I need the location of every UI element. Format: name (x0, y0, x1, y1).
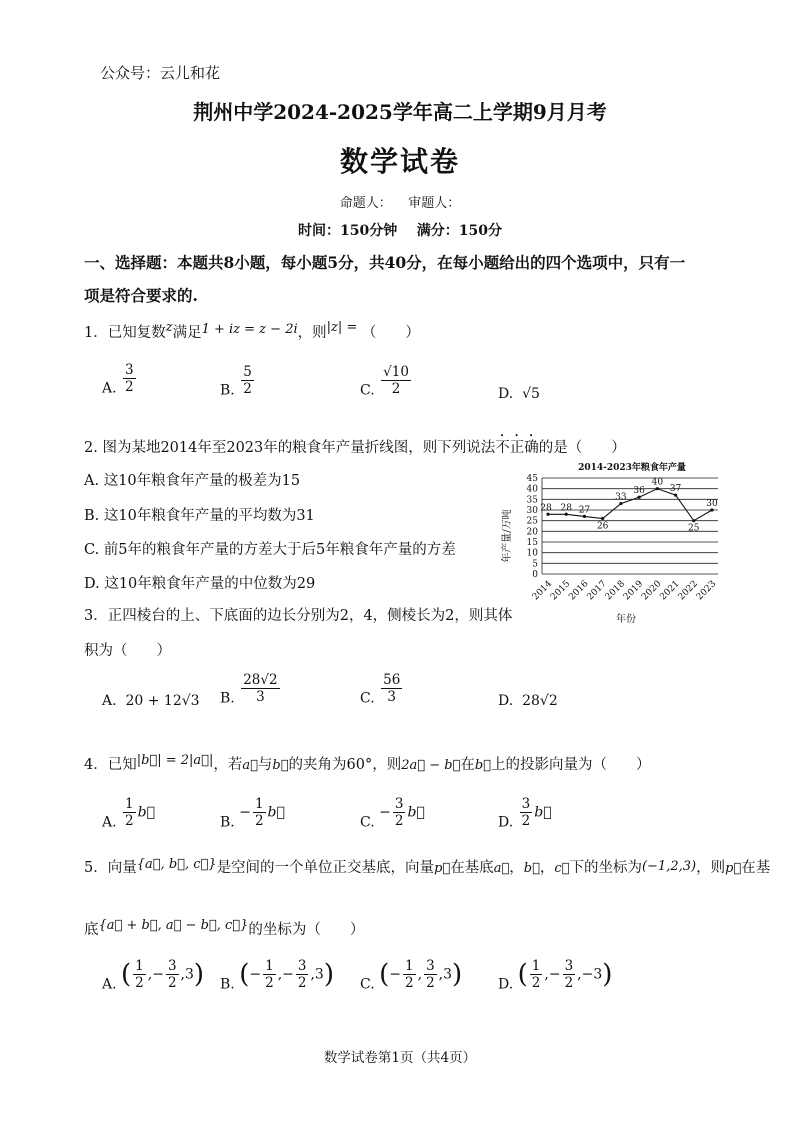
question-1-option-c[interactable]: C. $\frac{√10}{2}$ (360, 364, 409, 399)
chart-data-label: 40 (651, 477, 664, 488)
question-3-line2: 积为（ ） (84, 643, 171, 659)
chart-point (692, 519, 695, 522)
question-5-option-b[interactable]: B. (− $\frac{1}{2}$ ,− $\frac{3}{2}$ ,3) (220, 958, 334, 993)
question-4-option-a[interactable]: A. $\frac{1}{2}$ b⃗ (102, 796, 155, 831)
chart-x-tick-label: 2019 (621, 579, 646, 603)
chart-data-label: 30 (706, 499, 718, 509)
question-5-option-d[interactable]: D. ( $\frac{1}{2}$ ,− $\frac{3}{2}$ ,−3) (498, 958, 613, 993)
chart-data-label: 28 (560, 503, 572, 514)
exam-title: 荆州中学2024-2025学年高二上学期9月月考 (193, 100, 607, 124)
chart-data-label: 27 (578, 505, 591, 516)
chart-x-tick-label: 2014 (530, 579, 555, 603)
question-4-option-b[interactable]: B. − $\frac{1}{2}$ b⃗ (220, 796, 285, 831)
question-1-option-b[interactable]: B. $\frac{5}{2}$ (220, 364, 252, 399)
chart-x-tick-label: 2023 (694, 579, 719, 603)
chart-point (601, 517, 604, 520)
chart-y-tick-label: 0 (532, 570, 538, 580)
question-1-option-d[interactable]: D. √5 (498, 386, 540, 402)
chart-y-tick-label: 25 (526, 516, 538, 527)
question-3-option-d[interactable]: D. 28√2 (498, 693, 558, 709)
chart-data-label: 26 (596, 521, 609, 532)
chart-y-tick-label: 30 (526, 506, 538, 516)
question-4-option-c[interactable]: C. − $\frac{3}{2}$ b⃗ (360, 796, 425, 831)
chart-series-line (548, 489, 712, 521)
chart-data-label: 37 (669, 484, 682, 495)
exam-subtitle: 数学试卷 (339, 145, 460, 178)
question-5-option-c[interactable]: C. (− $\frac{1}{2}$ , $\frac{3}{2}$ ,3) (360, 958, 463, 993)
question-5-option-a[interactable]: A. ( $\frac{1}{2}$ ,− $\frac{3}{2}$ ,3) (102, 958, 205, 993)
question-2-option-d[interactable]: D. 这10年粮食年产量的中位数为29 (84, 576, 316, 592)
chart-title: 2014-2023年粮食年产量 (578, 463, 686, 473)
question-1-stem: 1．已知复数$^z$满足1 + iz = z − 2i，则|z| = （ ） (84, 320, 420, 341)
question-2-option-a[interactable]: A. 这10年粮食年产量的极差为15 (84, 473, 301, 489)
grain-yield-line-chart (496, 456, 726, 626)
section-heading-line1: 一、选择题：本题共8小题，每小题5分，共40分，在每小题给出的四个选项中，只有一 (84, 253, 686, 272)
question-3-option-c[interactable]: C. $\frac{56}{3}$ (360, 672, 401, 707)
question-4-stem: 4．已知|b⃗| = 2|a⃗|，若a⃗与b⃗的夹角为60°，则2a⃗ − b⃗在b⃗上的投影向量为（ ） (84, 753, 651, 773)
authors-line: 命题人： 审题人： (339, 196, 461, 211)
time-score-line: 时间：150分钟 满分：150分 (298, 223, 502, 239)
chart-x-tick-label: 2017 (585, 579, 609, 603)
question-3-option-a[interactable]: A. 20 + 12√3 (102, 693, 200, 709)
chart-x-tick-label: 2021 (658, 579, 682, 603)
question-4-option-d[interactable]: D. $\frac{3}{2}$ b⃗ (498, 796, 552, 831)
chart-x-tick-label: 2016 (567, 579, 591, 603)
section-heading-line2: 项是符合要求的. (84, 286, 198, 305)
question-5-stem-line1: 5．向量{a⃗, b⃗, c⃗}是空间的一个单位正交基底，向量p⃗在基底a⃗，b⃗，c⃗下的坐标为(−1,2,3)，则p⃗在基 (84, 857, 771, 876)
page-footer: 数学试卷第1页（共4页） (323, 1050, 477, 1066)
question-3-option-b[interactable]: B. $\frac{28√2}{3}$ (220, 672, 278, 707)
chart-y-axis-label: 年产量/万吨 (502, 509, 513, 563)
chart-data-label: 28 (540, 503, 552, 514)
wechat-note: 公众号：云儿和花 (100, 64, 221, 82)
question-1-option-a[interactable]: A. $\frac{3}{2}$ (102, 362, 134, 397)
chart-y-tick-label: 40 (526, 484, 538, 495)
chart-x-tick-label: 2015 (549, 579, 573, 603)
chart-x-tick-label: 2020 (640, 579, 664, 603)
chart-x-tick-label: 2022 (676, 579, 700, 603)
question-5-stem-line2: 底{a⃗ + b⃗, a⃗ − b⃗, c⃗}的坐标为（ ） (84, 918, 365, 938)
chart-y-tick-label: 20 (526, 527, 538, 538)
chart-y-tick-label: 45 (526, 474, 538, 484)
chart-data-label: 36 (633, 486, 645, 497)
question-2-stem: 2. 图为某地2014年至2023年的粮食年产量折线图，则下列说法不正确的是（ ） (84, 440, 626, 456)
chart-y-tick-label: 5 (532, 559, 538, 570)
chart-y-tick-label: 15 (526, 538, 538, 548)
question-3-line1: 3．正四棱台的上、下底面的边长分别为2，4，侧棱长为2，则其体 (84, 608, 513, 624)
chart-x-tick-label: 2018 (603, 579, 628, 603)
chart-y-tick-label: 10 (526, 548, 538, 559)
question-2-option-c[interactable]: C. 前5年的粮食年产量的方差大于后5年粮食年产量的方差 (84, 542, 456, 558)
chart-x-axis-label: 年份 (616, 614, 636, 625)
chart-data-label: 25 (688, 523, 700, 534)
chart-y-tick-label: 35 (526, 495, 538, 506)
chart-data-label: 33 (615, 492, 627, 503)
question-2-option-b[interactable]: B. 这10年粮食年产量的平均数为31 (84, 508, 315, 524)
